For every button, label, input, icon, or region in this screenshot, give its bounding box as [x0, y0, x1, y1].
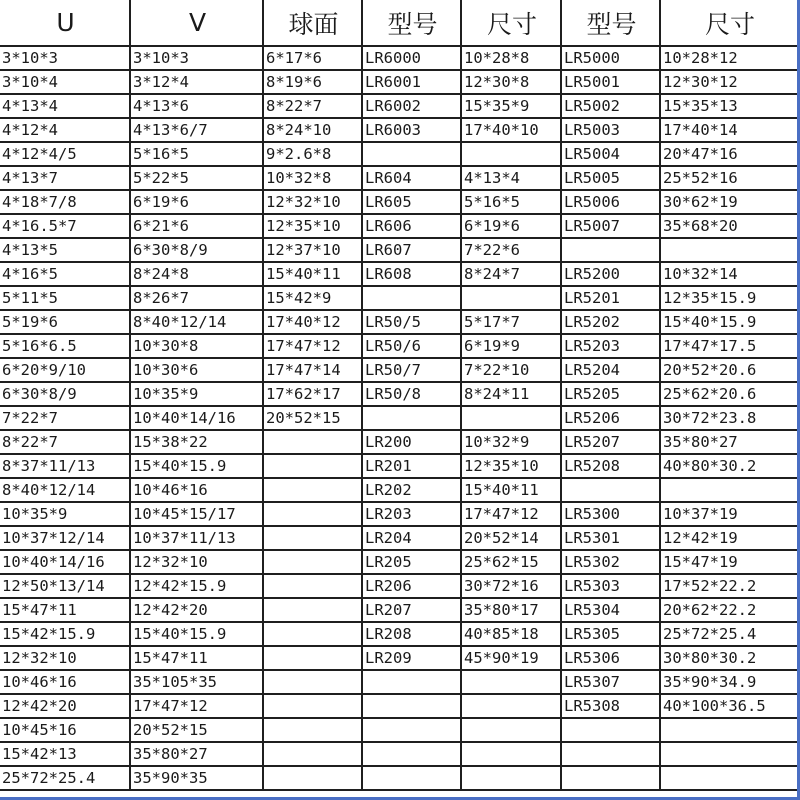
- cell-model-1[interactable]: [362, 718, 461, 742]
- cell-model-2[interactable]: LR5207: [561, 430, 660, 454]
- cell-model-2[interactable]: LR5001: [561, 70, 660, 94]
- cell-spherical[interactable]: [263, 526, 362, 550]
- cell-model-1[interactable]: LR607: [362, 238, 461, 262]
- cell-model-1[interactable]: LR6002: [362, 94, 461, 118]
- cell-model-1[interactable]: LR50/6: [362, 334, 461, 358]
- cell-model-2[interactable]: LR5206: [561, 406, 660, 430]
- cell-u[interactable]: 4*16.5*7: [0, 214, 130, 238]
- table-row: [0, 190, 797, 214]
- cell-model-1[interactable]: [362, 694, 461, 718]
- table-row: [0, 286, 797, 310]
- table-row: [0, 622, 797, 646]
- table-row: [0, 118, 797, 142]
- cell-u[interactable]: 4*13*5: [0, 238, 130, 262]
- cell-size-1[interactable]: 4*13*4: [461, 166, 561, 190]
- cell-spherical[interactable]: 20*52*15: [263, 406, 362, 430]
- table-row: [0, 526, 797, 550]
- cell-model-2[interactable]: [561, 718, 660, 742]
- cell-size-2[interactable]: 30*80*30.2: [660, 646, 797, 670]
- cell-size-2[interactable]: 35*80*27: [660, 430, 797, 454]
- cell-model-1[interactable]: LR208: [362, 622, 461, 646]
- cell-size-1[interactable]: 20*52*14: [461, 526, 561, 550]
- cell-size-2[interactable]: 12*35*15.9: [660, 286, 797, 310]
- cell-size-2[interactable]: 20*62*22.2: [660, 598, 797, 622]
- cell-v[interactable]: 8*26*7: [130, 286, 263, 310]
- cell-model-2[interactable]: LR5201: [561, 286, 660, 310]
- cell-v[interactable]: 10*30*6: [130, 358, 263, 382]
- cell-model-1[interactable]: LR6001: [362, 70, 461, 94]
- cell-size-2[interactable]: [660, 742, 797, 766]
- cell-v[interactable]: 10*46*16: [130, 478, 263, 502]
- cell-u[interactable]: 6*20*9/10: [0, 358, 130, 382]
- table-row: [0, 574, 797, 598]
- table-row: [0, 70, 797, 94]
- table-row: [0, 94, 797, 118]
- cell-size-1[interactable]: 25*62*15: [461, 550, 561, 574]
- cell-v[interactable]: 8*24*8: [130, 262, 263, 286]
- header-v[interactable]: V: [130, 0, 263, 46]
- cell-size-1[interactable]: 8*24*11: [461, 382, 561, 406]
- cell-size-1[interactable]: 12*30*8: [461, 70, 561, 94]
- cell-v[interactable]: 4*13*6/7: [130, 118, 263, 142]
- cell-spherical[interactable]: [263, 718, 362, 742]
- table-row: [0, 646, 797, 670]
- cell-size-1[interactable]: 7*22*10: [461, 358, 561, 382]
- cell-u[interactable]: 4*12*4/5: [0, 142, 130, 166]
- table-row: [0, 670, 797, 694]
- cell-u[interactable]: 4*18*7/8: [0, 190, 130, 214]
- cell-u[interactable]: 4*12*4: [0, 118, 130, 142]
- cell-model-1[interactable]: LR606: [362, 214, 461, 238]
- cell-v[interactable]: 20*52*15: [130, 718, 263, 742]
- cell-size-2[interactable]: 17*40*14: [660, 118, 797, 142]
- cell-v[interactable]: 12*32*10: [130, 550, 263, 574]
- cell-u[interactable]: 10*46*16: [0, 670, 130, 694]
- cell-spherical[interactable]: 17*62*17: [263, 382, 362, 406]
- table-row: [0, 214, 797, 238]
- cell-size-1[interactable]: 10*32*9: [461, 430, 561, 454]
- cell-spherical[interactable]: 17*47*12: [263, 334, 362, 358]
- cell-size-2[interactable]: 17*47*17.5: [660, 334, 797, 358]
- table-row: [0, 382, 797, 406]
- cell-spherical[interactable]: 10*32*8: [263, 166, 362, 190]
- cell-model-1[interactable]: LR203: [362, 502, 461, 526]
- cell-size-2[interactable]: 10*32*14: [660, 262, 797, 286]
- cell-spherical[interactable]: [263, 694, 362, 718]
- cell-size-1[interactable]: [461, 406, 561, 430]
- header-row: [0, 0, 797, 46]
- table-row: [0, 694, 797, 718]
- cell-size-2[interactable]: 15*35*13: [660, 94, 797, 118]
- cell-size-1[interactable]: 17*47*12: [461, 502, 561, 526]
- cell-size-1[interactable]: 7*22*6: [461, 238, 561, 262]
- cell-spherical[interactable]: [263, 670, 362, 694]
- cell-u[interactable]: 15*47*11: [0, 598, 130, 622]
- cell-size-1[interactable]: 35*80*17: [461, 598, 561, 622]
- cell-model-2[interactable]: LR5007: [561, 214, 660, 238]
- table-row: [0, 718, 797, 742]
- cell-model-1[interactable]: LR207: [362, 598, 461, 622]
- cell-size-2[interactable]: [660, 478, 797, 502]
- header-model-1[interactable]: 型号: [362, 0, 461, 46]
- cell-v[interactable]: 6*21*6: [130, 214, 263, 238]
- cell-size-1[interactable]: [461, 718, 561, 742]
- cell-model-1[interactable]: LR205: [362, 550, 461, 574]
- cell-v[interactable]: 35*105*35: [130, 670, 263, 694]
- cell-model-2[interactable]: LR5306: [561, 646, 660, 670]
- cell-model-2[interactable]: LR5301: [561, 526, 660, 550]
- cell-u[interactable]: 5*19*6: [0, 310, 130, 334]
- cell-size-2[interactable]: 35*90*34.9: [660, 670, 797, 694]
- table-row: [0, 238, 797, 262]
- cell-size-2[interactable]: 35*68*20: [660, 214, 797, 238]
- cell-spherical[interactable]: [263, 598, 362, 622]
- cell-model-1[interactable]: LR604: [362, 166, 461, 190]
- cell-model-2[interactable]: LR5006: [561, 190, 660, 214]
- cell-v[interactable]: 12*42*20: [130, 598, 263, 622]
- cell-v[interactable]: 15*40*15.9: [130, 454, 263, 478]
- cell-size-1[interactable]: [461, 142, 561, 166]
- cell-model-1[interactable]: [362, 406, 461, 430]
- cell-model-2[interactable]: LR5304: [561, 598, 660, 622]
- cell-model-2[interactable]: LR5000: [561, 46, 660, 70]
- cell-u[interactable]: 12*50*13/14: [0, 574, 130, 598]
- cell-v[interactable]: 3*10*3: [130, 46, 263, 70]
- cell-size-2[interactable]: 20*52*20.6: [660, 358, 797, 382]
- cell-spherical[interactable]: [263, 622, 362, 646]
- cell-spherical[interactable]: 8*19*6: [263, 70, 362, 94]
- cell-size-2[interactable]: 10*37*19: [660, 502, 797, 526]
- cell-v[interactable]: 5*16*5: [130, 142, 263, 166]
- cell-model-1[interactable]: LR50/7: [362, 358, 461, 382]
- cell-u[interactable]: 4*13*4: [0, 94, 130, 118]
- cell-model-2[interactable]: LR5302: [561, 550, 660, 574]
- cell-v[interactable]: 10*40*14/16: [130, 406, 263, 430]
- table-row: [0, 430, 797, 454]
- header-size-1[interactable]: 尺寸: [461, 0, 561, 46]
- cell-size-1[interactable]: 5*16*5: [461, 190, 561, 214]
- cell-v[interactable]: 35*90*35: [130, 766, 263, 790]
- cell-v[interactable]: 10*30*8: [130, 334, 263, 358]
- cell-model-1[interactable]: LR200: [362, 430, 461, 454]
- cell-size-1[interactable]: 5*17*7: [461, 310, 561, 334]
- cell-size-1[interactable]: 30*72*16: [461, 574, 561, 598]
- cell-spherical[interactable]: 17*47*14: [263, 358, 362, 382]
- cell-model-1[interactable]: LR50/5: [362, 310, 461, 334]
- cell-model-1[interactable]: LR201: [362, 454, 461, 478]
- cell-spherical[interactable]: 15*42*9: [263, 286, 362, 310]
- cell-v[interactable]: 6*19*6: [130, 190, 263, 214]
- cell-size-2[interactable]: 20*47*16: [660, 142, 797, 166]
- cell-size-2[interactable]: 25*62*20.6: [660, 382, 797, 406]
- cell-v[interactable]: 15*40*15.9: [130, 622, 263, 646]
- cell-size-2[interactable]: 10*28*12: [660, 46, 797, 70]
- cell-size-1[interactable]: [461, 694, 561, 718]
- cell-spherical[interactable]: 8*22*7: [263, 94, 362, 118]
- cell-model-1[interactable]: [362, 742, 461, 766]
- cell-model-1[interactable]: LR202: [362, 478, 461, 502]
- cell-spherical[interactable]: [263, 550, 362, 574]
- cell-spherical[interactable]: [263, 646, 362, 670]
- cell-size-1[interactable]: 10*28*8: [461, 46, 561, 70]
- table-row: [0, 166, 797, 190]
- cell-v[interactable]: 17*47*12: [130, 694, 263, 718]
- cell-v[interactable]: 15*38*22: [130, 430, 263, 454]
- table-row: [0, 598, 797, 622]
- cell-spherical[interactable]: [263, 742, 362, 766]
- cell-size-1[interactable]: 12*35*10: [461, 454, 561, 478]
- cell-model-1[interactable]: [362, 142, 461, 166]
- cell-u[interactable]: 6*30*8/9: [0, 382, 130, 406]
- cell-spherical[interactable]: 8*24*10: [263, 118, 362, 142]
- table-row: [0, 46, 797, 70]
- cell-model-2[interactable]: [561, 238, 660, 262]
- table-row: [0, 310, 797, 334]
- header-spherical[interactable]: 球面: [263, 0, 362, 46]
- cell-u[interactable]: 5*16*6.5: [0, 334, 130, 358]
- cell-size-2[interactable]: [660, 766, 797, 790]
- cell-size-1[interactable]: 15*40*11: [461, 478, 561, 502]
- cell-model-2[interactable]: LR5308: [561, 694, 660, 718]
- cell-model-1[interactable]: [362, 766, 461, 790]
- cell-u[interactable]: 8*40*12/14: [0, 478, 130, 502]
- cell-size-1[interactable]: 15*35*9: [461, 94, 561, 118]
- cell-model-2[interactable]: LR5300: [561, 502, 660, 526]
- cell-size-2[interactable]: 40*100*36.5: [660, 694, 797, 718]
- table-row: [0, 406, 797, 430]
- cell-size-1[interactable]: 40*85*18: [461, 622, 561, 646]
- cell-size-2[interactable]: [660, 718, 797, 742]
- cell-model-2[interactable]: LR5205: [561, 382, 660, 406]
- cell-size-2[interactable]: [660, 238, 797, 262]
- cell-model-2[interactable]: LR5204: [561, 358, 660, 382]
- cell-u[interactable]: 10*45*16: [0, 718, 130, 742]
- cell-model-1[interactable]: LR608: [362, 262, 461, 286]
- cell-model-2[interactable]: LR5005: [561, 166, 660, 190]
- cell-size-2[interactable]: 30*72*23.8: [660, 406, 797, 430]
- cell-v[interactable]: 12*42*15.9: [130, 574, 263, 598]
- table-body: [0, 46, 797, 790]
- cell-u[interactable]: 4*13*7: [0, 166, 130, 190]
- cell-size-2[interactable]: 25*52*16: [660, 166, 797, 190]
- cell-model-2[interactable]: [561, 766, 660, 790]
- cell-model-1[interactable]: [362, 670, 461, 694]
- cell-size-2[interactable]: 30*62*19: [660, 190, 797, 214]
- cell-model-2[interactable]: LR5200: [561, 262, 660, 286]
- cell-model-1[interactable]: LR209: [362, 646, 461, 670]
- table-row: [0, 766, 797, 790]
- cell-v[interactable]: 10*35*9: [130, 382, 263, 406]
- cell-u[interactable]: 12*32*10: [0, 646, 130, 670]
- cell-size-1[interactable]: 8*24*7: [461, 262, 561, 286]
- cell-v[interactable]: 8*40*12/14: [130, 310, 263, 334]
- cell-size-1[interactable]: 45*90*19: [461, 646, 561, 670]
- cell-model-1[interactable]: LR204: [362, 526, 461, 550]
- table-row: [0, 334, 797, 358]
- cell-model-1[interactable]: LR6003: [362, 118, 461, 142]
- table-row: [0, 742, 797, 766]
- cell-model-2[interactable]: LR5303: [561, 574, 660, 598]
- cell-v[interactable]: 5*22*5: [130, 166, 263, 190]
- cell-u[interactable]: 5*11*5: [0, 286, 130, 310]
- cell-u[interactable]: 15*42*15.9: [0, 622, 130, 646]
- cell-u[interactable]: 3*10*3: [0, 46, 130, 70]
- cell-v[interactable]: 10*37*11/13: [130, 526, 263, 550]
- cell-u[interactable]: 10*37*12/14: [0, 526, 130, 550]
- table-row: [0, 550, 797, 574]
- cell-v[interactable]: 35*80*27: [130, 742, 263, 766]
- cell-size-2[interactable]: 15*40*15.9: [660, 310, 797, 334]
- cell-model-2[interactable]: LR5203: [561, 334, 660, 358]
- cell-spherical[interactable]: [263, 766, 362, 790]
- cell-v[interactable]: 6*30*8/9: [130, 238, 263, 262]
- cell-spherical[interactable]: 6*17*6: [263, 46, 362, 70]
- cell-spherical[interactable]: 12*35*10: [263, 214, 362, 238]
- cell-u[interactable]: 3*10*4: [0, 70, 130, 94]
- cell-spherical[interactable]: 15*40*11: [263, 262, 362, 286]
- cell-model-2[interactable]: LR5004: [561, 142, 660, 166]
- cell-size-1[interactable]: [461, 742, 561, 766]
- table-row: [0, 478, 797, 502]
- cell-size-2[interactable]: 25*72*25.4: [660, 622, 797, 646]
- cell-spherical[interactable]: 17*40*12: [263, 310, 362, 334]
- cell-spherical[interactable]: 12*37*10: [263, 238, 362, 262]
- cell-model-2[interactable]: LR5002: [561, 94, 660, 118]
- table-row: [0, 454, 797, 478]
- cell-size-2[interactable]: 12*30*12: [660, 70, 797, 94]
- cell-model-2[interactable]: LR5202: [561, 310, 660, 334]
- table-row: [0, 502, 797, 526]
- header-u[interactable]: U: [0, 0, 130, 46]
- cell-u[interactable]: 10*35*9: [0, 502, 130, 526]
- cell-size-1[interactable]: 17*40*10: [461, 118, 561, 142]
- header-size-2[interactable]: 尺寸: [660, 0, 797, 46]
- cell-u[interactable]: 7*22*7: [0, 406, 130, 430]
- cell-u[interactable]: 10*40*14/16: [0, 550, 130, 574]
- cell-spherical[interactable]: [263, 502, 362, 526]
- cell-u[interactable]: 8*22*7: [0, 430, 130, 454]
- cell-spherical[interactable]: 9*2.6*8: [263, 142, 362, 166]
- cell-size-1[interactable]: [461, 766, 561, 790]
- cell-size-2[interactable]: 17*52*22.2: [660, 574, 797, 598]
- cell-model-1[interactable]: LR50/8: [362, 382, 461, 406]
- cell-model-2[interactable]: LR5003: [561, 118, 660, 142]
- cell-model-2[interactable]: [561, 742, 660, 766]
- cell-size-1[interactable]: [461, 286, 561, 310]
- cell-u[interactable]: 25*72*25.4: [0, 766, 130, 790]
- table-row: [0, 262, 797, 286]
- cell-size-2[interactable]: 15*47*19: [660, 550, 797, 574]
- cell-v[interactable]: 15*47*11: [130, 646, 263, 670]
- cell-model-2[interactable]: LR5208: [561, 454, 660, 478]
- cell-model-1[interactable]: LR6000: [362, 46, 461, 70]
- cell-v[interactable]: 10*45*15/17: [130, 502, 263, 526]
- cell-spherical[interactable]: [263, 454, 362, 478]
- cell-size-1[interactable]: 6*19*9: [461, 334, 561, 358]
- cell-spherical[interactable]: [263, 574, 362, 598]
- cell-model-1[interactable]: LR605: [362, 190, 461, 214]
- cell-v[interactable]: 4*13*6: [130, 94, 263, 118]
- table-row: [0, 142, 797, 166]
- cell-model-2[interactable]: LR5305: [561, 622, 660, 646]
- cell-v[interactable]: 3*12*4: [130, 70, 263, 94]
- cell-model-2[interactable]: LR5307: [561, 670, 660, 694]
- cell-size-2[interactable]: 40*80*30.2: [660, 454, 797, 478]
- cell-model-2[interactable]: [561, 478, 660, 502]
- cell-model-1[interactable]: [362, 286, 461, 310]
- cell-model-1[interactable]: LR206: [362, 574, 461, 598]
- cell-spherical[interactable]: [263, 478, 362, 502]
- cell-spherical[interactable]: [263, 430, 362, 454]
- cell-size-1[interactable]: 6*19*6: [461, 214, 561, 238]
- cell-size-1[interactable]: [461, 670, 561, 694]
- header-model-2[interactable]: 型号: [561, 0, 660, 46]
- cell-u[interactable]: 12*42*20: [0, 694, 130, 718]
- table-row: [0, 358, 797, 382]
- cell-u[interactable]: 8*37*11/13: [0, 454, 130, 478]
- cell-size-2[interactable]: 12*42*19: [660, 526, 797, 550]
- cell-u[interactable]: 15*42*13: [0, 742, 130, 766]
- cell-u[interactable]: 4*16*5: [0, 262, 130, 286]
- cell-spherical[interactable]: 12*32*10: [263, 190, 362, 214]
